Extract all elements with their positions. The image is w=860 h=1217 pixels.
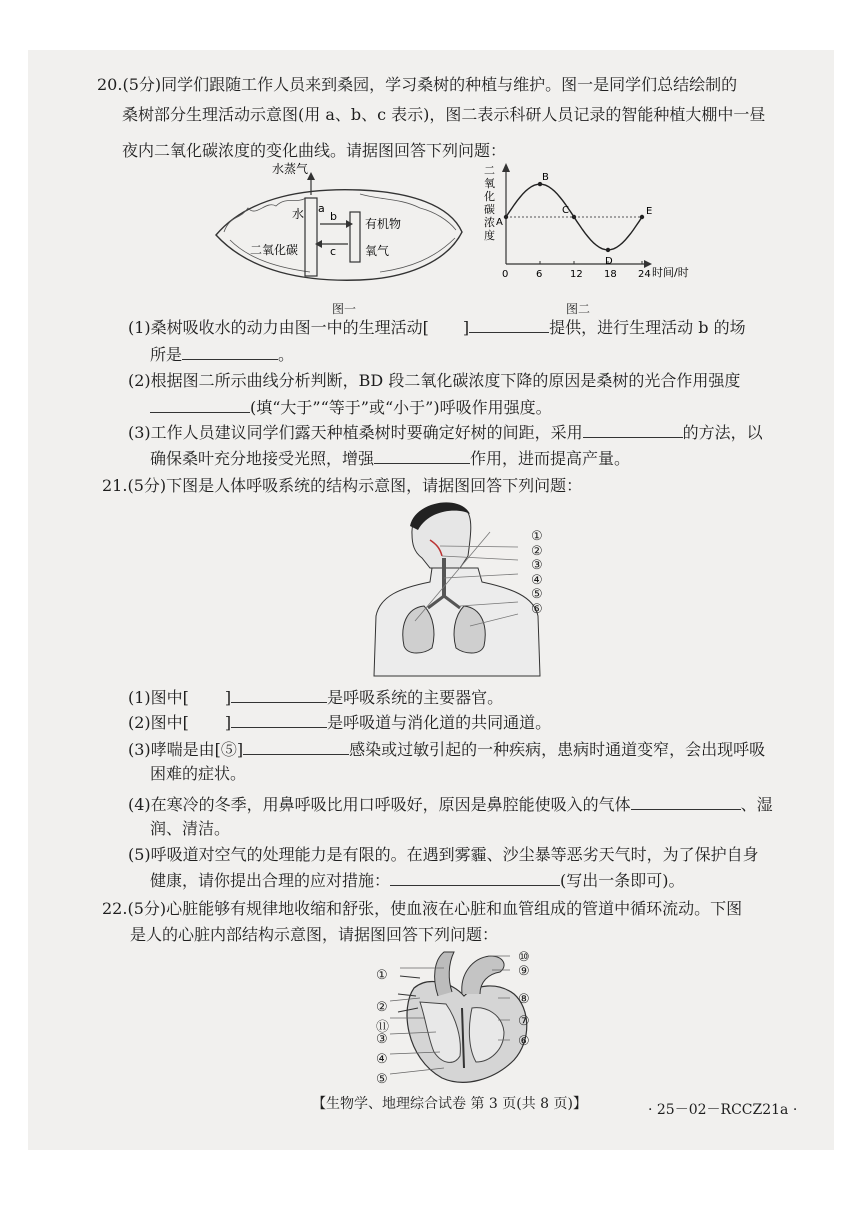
- q21-p2-answer-blank[interactable]: [231, 711, 327, 728]
- figure1-leaf-diagram: [210, 160, 470, 305]
- q20-p3-text-c: 确保桑叶充分地接受光照，增强: [150, 449, 375, 468]
- q20-part2: (2)根据图二所示曲线分析判断，BD 段二氧化碳浓度下降的原因是桑树的光合作用强度: [128, 371, 741, 390]
- chart-x-tick-label: 24: [638, 269, 651, 280]
- q20-p3-answer-blank-2[interactable]: [374, 447, 470, 464]
- q20-part3: [128, 421, 763, 444]
- respiratory-label-6: ⑥: [531, 601, 543, 617]
- q20-part2-cont: [150, 396, 552, 419]
- q21-p1-answer-blank[interactable]: [231, 686, 327, 703]
- fig1-co2-label: 二氧化碳: [250, 243, 299, 257]
- chart-x-tick-label: 0: [502, 269, 509, 280]
- respiratory-label-3: ③: [531, 558, 543, 574]
- q20-p1-text-b: ]: [462, 318, 470, 337]
- fig1-c-label: c: [330, 245, 337, 258]
- q21-part4-cont: 润、清洁。: [150, 819, 231, 838]
- q20-p3-text-a: (3)工作人员建议同学们露天种植桑树时要确定好树的间距，采用: [128, 423, 583, 442]
- q20-part3-cont: [150, 447, 630, 470]
- q21-p2-text-c: 是呼吸道与消化道的共同通道。: [327, 713, 552, 732]
- figure2-caption: 图二: [566, 302, 591, 316]
- q21-part4: [128, 793, 773, 816]
- chart-y-label-char: 二: [484, 164, 495, 177]
- chart-x-tick-label: 18: [604, 269, 617, 280]
- heart-label-left: ⑤: [376, 1072, 388, 1087]
- q20-p3-answer-blank-1[interactable]: [583, 421, 683, 438]
- q21-p3-text-b: 感染或过敏引起的一种疾病，患病时通道变窄，会出现呼吸: [349, 740, 766, 759]
- chart-y-label-char: 碳: [484, 203, 495, 216]
- chart-y-label-char: 度: [484, 229, 495, 242]
- q20-stem-line2: 桑树部分生理活动示意图(用 a、b、c 表示)，图二表示科研人员记录的智能种植大棚中一昼: [122, 105, 766, 124]
- fig1-water-vapor-label: 水蒸气: [272, 162, 309, 176]
- chart-point-label: B: [542, 172, 549, 184]
- q21-p4-text-a: (4)在寒冷的冬季，用鼻呼吸比用口呼吸好，原因是鼻腔能使吸入的气体: [128, 795, 631, 814]
- chart-x-tick-label: 12: [570, 269, 583, 280]
- q21-p1-text-b: ]: [224, 688, 232, 707]
- chart-point-label: C: [562, 205, 569, 216]
- chart-point-label: E: [646, 206, 653, 217]
- q21-p4-text-b: 、湿: [740, 795, 773, 814]
- q20-p3-text-b: 的方法，以: [682, 423, 763, 442]
- footer-code: · 25－02－RCCZ21a ·: [648, 1102, 798, 1118]
- chart-point-label: D: [605, 255, 613, 267]
- chart-point: [640, 215, 644, 219]
- q20-p1-answer-blank-1[interactable]: [469, 316, 549, 333]
- fig1-oxygen-label: 氧气: [365, 244, 390, 258]
- q21-p1-text-a: (1)图中[: [128, 688, 189, 707]
- q21-part3-cont: 困难的症状。: [150, 764, 247, 783]
- q21-p1-text-c: 是呼吸系统的主要器官。: [327, 688, 504, 707]
- respiratory-label-column: [531, 530, 551, 618]
- chart-y-axis-label: [484, 164, 495, 242]
- respiratory-label-2: ②: [531, 543, 543, 559]
- q20-p2-text-b: (填“大于”“等于”或“小于”)呼吸作用强度。: [250, 398, 552, 417]
- respiratory-label-1: ①: [531, 529, 543, 544]
- heart-label-left: ②: [376, 1000, 388, 1015]
- chart-x-tick-label: 6: [536, 269, 543, 280]
- q20-p1-text-d: 所是: [150, 345, 183, 364]
- heart-label-left: ③: [376, 1032, 388, 1047]
- q21-p2-text-b: ]: [224, 713, 232, 732]
- chart-point: [606, 248, 610, 252]
- heart-label-right: ⑦: [518, 1014, 530, 1029]
- q21-part2: [128, 711, 551, 734]
- fig1-b-label: b: [330, 210, 337, 223]
- chart-point-label: A: [496, 217, 503, 228]
- q20-p1-text-a: (1)桑树吸收水的动力由图一中的生理活动[: [128, 318, 429, 337]
- q21-p3-text-a: (3)哮喘是由[⑤]: [128, 740, 244, 759]
- q21-p4-answer-blank[interactable]: [631, 793, 741, 810]
- q20-part1-cont: [150, 343, 294, 366]
- q20-part1: [128, 316, 746, 339]
- q20-p1-text-e: 。: [278, 345, 295, 364]
- q22-stem-line2: 是人的心脏内部结构示意图，请据图回答下列问题：: [130, 925, 499, 944]
- q21-stem: 21.(5分)下图是人体呼吸系统的结构示意图，请据图回答下列问题：: [102, 476, 583, 495]
- q21-p5-text-c: (写出一条即可)。: [560, 871, 685, 890]
- heart-label-left: ①: [376, 968, 388, 983]
- heart-label-left: ⑪: [376, 1020, 390, 1035]
- heart-label-right: ⑨: [518, 964, 530, 979]
- fig1-water-label: 水: [292, 207, 305, 221]
- q21-p5-answer-blank[interactable]: [390, 869, 560, 886]
- q21-p3-answer-blank[interactable]: [243, 738, 349, 755]
- q21-p5-text-b: 健康，请你提出合理的应对措施：: [150, 871, 391, 890]
- q20-p1-text-c: 提供，进行生理活动 b 的场: [549, 318, 746, 337]
- figure1-caption: 图一: [332, 302, 357, 316]
- heart-label-left: ④: [376, 1052, 388, 1067]
- chart-y-label-char: 氧: [484, 177, 495, 190]
- heart-label-right: ⑥: [518, 1034, 530, 1049]
- fig1-a-label: a: [318, 202, 325, 215]
- q21-part1: [128, 686, 503, 709]
- footer-page-info: 【生物学、地理综合试卷 第 3 页(共 8 页)】: [312, 1096, 587, 1112]
- q22-stem-line1: 22.(5分)心脏能够有规律地收缩和舒张，使血液在心脏和血管组成的管道中循环流动。下图: [102, 899, 743, 918]
- q21-part3: [128, 738, 765, 761]
- q20-p2-answer-blank[interactable]: [150, 396, 250, 413]
- heart-label-right: ⑧: [518, 992, 530, 1007]
- chart-y-label-char: 化: [484, 190, 495, 203]
- q20-p3-text-d: 作用，进而提高产量。: [470, 449, 631, 468]
- chart-point: [504, 215, 508, 219]
- chart-point: [572, 215, 576, 219]
- fig1-organic-label: 有机物: [365, 217, 402, 231]
- q20-stem-line1: 20.(5分)同学们跟随工作人员来到桑园，学习桑树的种植与维护。图一是同学们总结绘制的: [97, 75, 738, 94]
- respiratory-label-4: ④: [531, 572, 543, 588]
- q21-part5-cont: [150, 869, 685, 892]
- q20-p1-answer-blank-2[interactable]: [182, 343, 278, 360]
- q21-part5: (5)呼吸道对空气的处理能力是有限的。在遇到雾霾、沙尘暴等恶劣天气时，为了保护自身: [128, 845, 759, 864]
- q21-p2-text-a: (2)图中[: [128, 713, 189, 732]
- q20-stem-line3: 夜内二氧化碳浓度的变化曲线。请据图回答下列问题：: [122, 141, 507, 160]
- respiratory-label-5: ⑤: [531, 587, 543, 603]
- figure2-co2-chart: [470, 160, 700, 285]
- chart-y-label-char: 浓: [484, 216, 495, 229]
- chart-x-axis-label: 时间/时: [652, 266, 689, 279]
- heart-label-right: ⑩: [518, 950, 530, 965]
